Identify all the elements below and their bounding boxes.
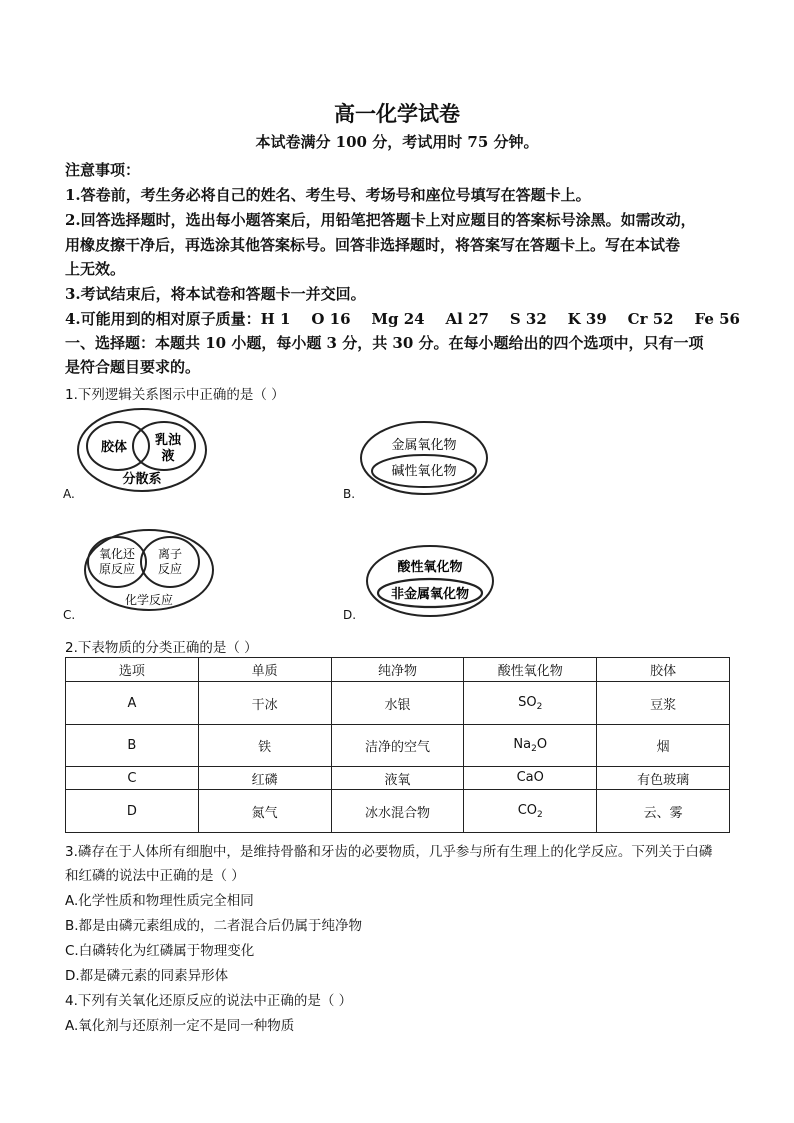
table-header-cell: 选项 [66,658,199,682]
formula-main: Na [513,737,532,752]
q1-option-b-label: B. [343,487,356,501]
q1-diagrams [60,405,760,630]
table-row [66,767,730,790]
table-row [66,682,730,725]
table-cell-option: A [66,682,199,725]
table-cell-element: 红磷 [198,767,331,790]
table-header-cell: 胶体 [597,658,730,682]
table-cell-oxide [464,790,597,833]
table-cell-option: C [66,767,199,790]
table-header-cell: 纯净物 [331,658,464,682]
table-cell-element: 铁 [198,725,331,767]
q1-a-right-label-1: 乳浊 [154,433,182,448]
table-cell-pure: 液氧 [331,767,464,790]
table-header-cell: 单质 [198,658,331,682]
q1-a-left-label: 胶体 [100,440,128,455]
table-cell-element: 干冰 [198,682,331,725]
note-item-4: 4.可能用到的相对原子质量：H 1 O 16 Mg 24 Al 27 S 32 K 39 Cr 52 Fe 56 [65,310,740,328]
table-cell-oxide [464,725,597,767]
q3-option-b: B.都是由磷元素组成的，二者混合后仍属于纯净物 [65,918,363,934]
formula-main: CaO [516,769,544,785]
exam-subtitle: 本试卷满分 100 分，考试用时 75 分钟。 [255,133,539,151]
q2-classification-table [65,657,730,833]
note-item-2-line-2: 用橡皮擦干净后，再选涂其他答案标号。回答非选择题时，将答案写在答题卡上。写在本试卷 [65,236,681,254]
q1-diagram-d [367,546,493,616]
q1-stem: 1.下列逻辑关系图示中正确的是（ ） [65,387,285,403]
table-cell-element: 氮气 [198,790,331,833]
q1-diagram-a [78,409,206,491]
q1-c-left-label-1: 氧化还 [98,547,136,561]
table-cell-pure: 冰水混合物 [331,790,464,833]
table-cell-oxide [464,767,597,790]
q4-option-a: A.氧化剂与还原剂一定不是同一种物质 [65,1018,295,1034]
q1-option-d-label: D. [343,608,357,622]
q1-b-outer-label: 金属氧化物 [391,438,457,453]
q3-option-c: C.白磷转化为红磷属于物理变化 [65,943,255,959]
formula-subscript: 2 [537,809,543,820]
note-item-2-line-1: 2.回答选择题时，选出每小题答案后，用铅笔把答题卡上对应题目的答案标号涂黑。如需改动， [65,211,696,229]
q4-stem: 4.下列有关氧化还原反应的说法中正确的是（ ） [65,993,353,1009]
q1-a-right-label-2: 液 [161,449,175,464]
q3-option-d: D.都是磷元素的同素异形体 [65,968,229,984]
section-heading-line-2: 是符合题目要求的。 [65,358,201,376]
note-item-1: 1.答卷前，考生务必将自己的姓名、考生号、考场号和座位号填写在答题卡上。 [65,186,591,204]
q3-stem-line-2: 和红磷的说法中正确的是（ ） [65,868,245,884]
q1-option-c-label: C. [63,608,76,622]
section-heading-line-1: 一、选择题：本题共 10 小题，每小题 3 分，共 30 分。在每小题给出的四个选项中，只有一项 [65,334,704,352]
q1-a-outer-label: 分散系 [122,472,162,487]
q1-c-right-label-1: 离子 [157,547,183,561]
formula-subscript: 2 [536,701,543,712]
q1-d-outer-label: 酸性氧化物 [397,560,463,575]
table-cell-pure: 水银 [331,682,464,725]
note-item-3: 3.考试结束后，将本试卷和答题卡一并交回。 [65,285,366,303]
table-header-cell: 酸性氧化物 [464,658,597,682]
q1-option-a-label: A. [63,487,75,501]
formula-main: CO [517,802,538,818]
q1-diagram-c [85,530,213,610]
q1-d-inner-label: 非金属氧化物 [390,587,470,602]
q3-option-a: A.化学性质和物理性质完全相同 [65,893,254,909]
table-row [66,790,730,833]
table-cell-colloid: 有色玻璃 [597,767,730,790]
table-cell-colloid: 豆浆 [597,682,730,725]
q1-c-left-label-2: 原反应 [98,562,136,576]
q1-c-right-label-2: 反应 [157,562,183,576]
table-row [66,725,730,767]
table-cell-option: D [66,790,199,833]
notes-heading: 注意事项： [65,161,141,179]
table-cell-oxide [464,682,597,725]
note-item-2-line-3: 上无效。 [65,260,126,278]
formula-subscript: 2 [531,744,537,754]
q2-stem: 2.下表物质的分类正确的是（ ） [65,640,258,656]
table-header-row [66,658,730,682]
page-title: 高一化学试卷 [334,101,460,126]
q1-c-outer-label: 化学反应 [124,593,174,607]
formula-main: SO [518,694,537,710]
q3-stem-line-1: 3.磷存在于人体所有细胞中，是维持骨骼和牙齿的必要物质，几乎参与所有生理上的化学反应。下列关于白磷 [65,844,713,860]
q1-diagram-b [361,422,487,494]
formula-tail: O [536,737,548,752]
table-cell-colloid: 烟 [597,725,730,767]
table-cell-option: B [66,725,199,767]
table-cell-pure: 洁净的空气 [331,725,464,767]
table-cell-colloid: 云、雾 [597,790,730,833]
q1-b-inner-label: 碱性氧化物 [391,464,457,479]
